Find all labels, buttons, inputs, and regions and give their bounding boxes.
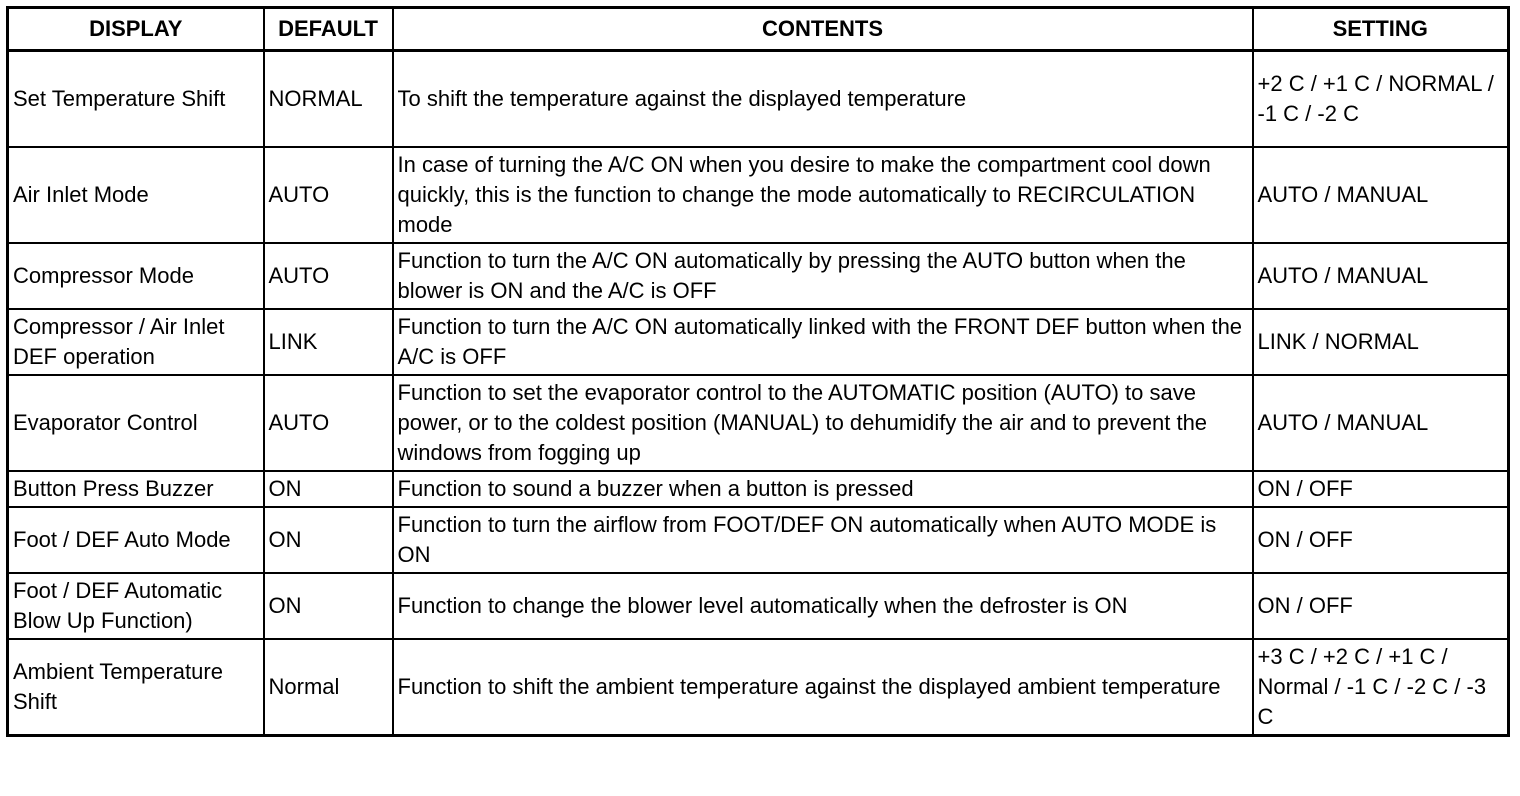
cell-setting: ON / OFF bbox=[1253, 507, 1509, 573]
cell-contents: Function to set the evaporator control to the AUTOMATIC position (AUTO) to save power, or to the coldest position (MANUAL) to dehumidify the air and to prevent the windows from fogging up bbox=[393, 375, 1253, 471]
table-row bbox=[8, 471, 1509, 507]
cell-contents: Function to sound a buzzer when a button is pressed bbox=[393, 471, 1253, 507]
cell-display: Foot / DEF Automatic Blow Up Function) bbox=[8, 573, 264, 639]
cell-setting: LINK / NORMAL bbox=[1253, 309, 1509, 375]
header-contents: CONTENTS bbox=[393, 8, 1253, 51]
header-display: DISPLAY bbox=[8, 8, 264, 51]
table-row bbox=[8, 375, 1509, 471]
cell-setting: ON / OFF bbox=[1253, 471, 1509, 507]
cell-contents: To shift the temperature against the displayed temperature bbox=[393, 51, 1253, 148]
cell-default: ON bbox=[264, 471, 393, 507]
cell-display: Evaporator Control bbox=[8, 375, 264, 471]
cell-display: Compressor Mode bbox=[8, 243, 264, 309]
cell-display: Button Press Buzzer bbox=[8, 471, 264, 507]
cell-default: ON bbox=[264, 507, 393, 573]
cell-default: NORMAL bbox=[264, 51, 393, 148]
cell-contents: Function to turn the A/C ON automatically linked with the FRONT DEF button when the A/C is OFF bbox=[393, 309, 1253, 375]
table-row bbox=[8, 309, 1509, 375]
cell-setting: ON / OFF bbox=[1253, 573, 1509, 639]
cell-setting: +2 C / +1 C / NORMAL / -1 C / -2 C bbox=[1253, 51, 1509, 148]
cell-contents: Function to change the blower level automatically when the defroster is ON bbox=[393, 573, 1253, 639]
settings-table bbox=[6, 6, 1510, 737]
table-row bbox=[8, 243, 1509, 309]
cell-setting: +3 C / +2 C / +1 C / Normal / -1 C / -2 C / -3 C bbox=[1253, 639, 1509, 736]
cell-contents: Function to turn the A/C ON automatically by pressing the AUTO button when the blower is ON and the A/C is OFF bbox=[393, 243, 1253, 309]
header-setting: SETTING bbox=[1253, 8, 1509, 51]
cell-default: LINK bbox=[264, 309, 393, 375]
header-row bbox=[8, 8, 1509, 51]
table-row bbox=[8, 573, 1509, 639]
cell-default: Normal bbox=[264, 639, 393, 736]
table-row bbox=[8, 147, 1509, 243]
cell-setting: AUTO / MANUAL bbox=[1253, 243, 1509, 309]
cell-display: Set Temperature Shift bbox=[8, 51, 264, 148]
table-row bbox=[8, 507, 1509, 573]
cell-contents: Function to shift the ambient temperature against the displayed ambient temperature bbox=[393, 639, 1253, 736]
header-default: DEFAULT bbox=[264, 8, 393, 51]
cell-default: AUTO bbox=[264, 243, 393, 309]
table-row bbox=[8, 639, 1509, 736]
cell-display: Ambient Temperature Shift bbox=[8, 639, 264, 736]
cell-default: AUTO bbox=[264, 147, 393, 243]
cell-contents: Function to turn the airflow from FOOT/DEF ON automatically when AUTO MODE is ON bbox=[393, 507, 1253, 573]
cell-display: Compressor / Air Inlet DEF operation bbox=[8, 309, 264, 375]
cell-display: Foot / DEF Auto Mode bbox=[8, 507, 264, 573]
cell-contents: In case of turning the A/C ON when you desire to make the compartment cool down quickly, this is the function to change the mode automatically to RECIRCULATION mode bbox=[393, 147, 1253, 243]
cell-default: ON bbox=[264, 573, 393, 639]
cell-display: Air Inlet Mode bbox=[8, 147, 264, 243]
table-row bbox=[8, 51, 1509, 148]
cell-setting: AUTO / MANUAL bbox=[1253, 375, 1509, 471]
cell-setting: AUTO / MANUAL bbox=[1253, 147, 1509, 243]
cell-default: AUTO bbox=[264, 375, 393, 471]
